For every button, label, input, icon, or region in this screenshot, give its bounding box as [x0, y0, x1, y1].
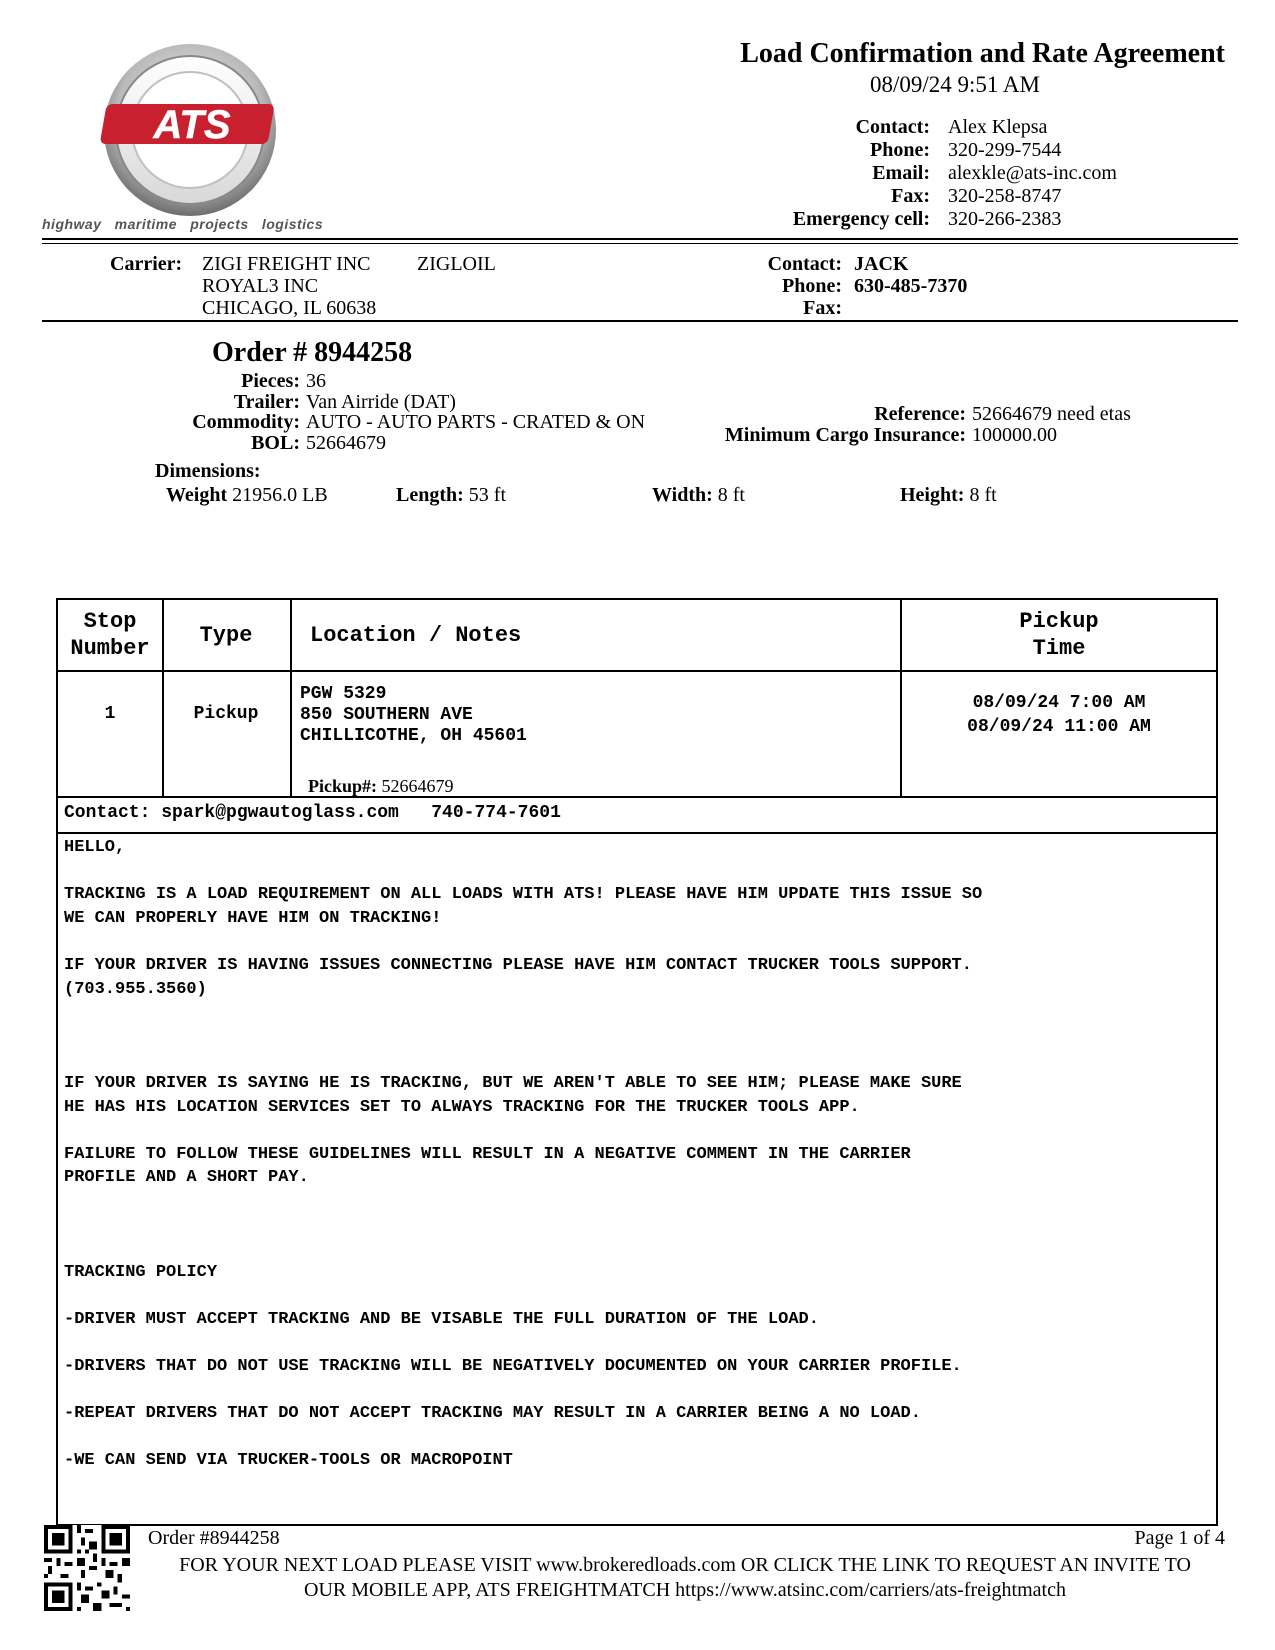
email-label: Email: — [872, 162, 930, 184]
carrier-contact-value: JACK — [854, 253, 909, 275]
location-city: CHILLICOTHE, OH 45601 — [300, 726, 527, 746]
broker-contact-block — [740, 116, 1117, 231]
broker-contact-row — [740, 116, 1117, 139]
contact-value: Alex Klepsa — [948, 116, 1048, 138]
dimensions-label: Dimensions: — [155, 460, 261, 482]
pieces-value: 36 — [306, 370, 326, 392]
insurance-label: Minimum Cargo Insurance: — [724, 423, 966, 446]
fax-label: Fax: — [891, 185, 930, 207]
bol-value: 52664679 — [306, 431, 386, 454]
header-stop-line1: Stop — [83, 609, 137, 634]
carrier-phone-label: Phone: — [782, 275, 842, 297]
carrier-code: ZIGLOIL — [417, 253, 496, 275]
broker-email-row — [740, 162, 1117, 185]
phone-label: Phone: — [870, 139, 930, 161]
height-field — [900, 484, 997, 507]
logo-text: ATS — [153, 103, 231, 147]
order-fields-left — [140, 371, 645, 453]
width-field — [652, 484, 745, 507]
document-datetime: 08/09/24 9:51 AM — [870, 72, 1040, 97]
trailer-value: Van Airride (DAT) — [306, 390, 456, 413]
weight-label: Weight — [166, 484, 228, 506]
location-street: 850 SOUTHERN AVE — [300, 705, 473, 725]
weight-field — [166, 484, 328, 507]
bol-label: BOL: — [251, 431, 300, 454]
carrier-fax-label: Fax: — [803, 297, 842, 319]
contact-label: Contact: — [855, 116, 930, 138]
header-time-line1: Pickup — [1019, 609, 1099, 634]
stops-table — [56, 598, 1218, 1526]
width-value: 8 ft — [717, 484, 745, 506]
header-divider — [42, 238, 1238, 244]
table-divider — [58, 670, 1216, 672]
pieces-label: Pieces: — [241, 370, 300, 392]
carrier-divider — [42, 320, 1238, 322]
length-field — [396, 484, 506, 507]
broker-emergency-row — [740, 208, 1117, 231]
footer-note-line1: FOR YOUR NEXT LOAD PLEASE VISIT www.brokeredloads.com OR CLICK THE LINK TO REQUEST AN INVITE TO — [179, 1554, 1191, 1576]
header-location: Location / Notes — [310, 623, 522, 648]
length-value: 53 ft — [468, 484, 507, 506]
table-divider — [290, 600, 292, 798]
carrier-label: Carrier: — [110, 253, 183, 275]
broker-fax-row — [740, 185, 1117, 208]
pickup-number-label: Pickup#: — [308, 776, 378, 796]
stop-type: Pickup — [193, 704, 259, 724]
stop-location — [300, 684, 527, 747]
header-type: Type — [199, 623, 253, 648]
carrier-address-line3: CHICAGO, IL 60638 — [202, 297, 377, 319]
footer-page-number: Page 1 of 4 — [1134, 1527, 1225, 1549]
ats-logo — [100, 40, 280, 220]
emergency-label: Emergency cell: — [792, 208, 930, 230]
insurance-value: 100000.00 — [972, 423, 1057, 446]
carrier-address-line2: ROYAL3 INC — [202, 275, 319, 297]
header-stop-line2: Number — [70, 636, 150, 661]
header-pickup-time — [900, 608, 1218, 662]
stop-notes: HELLO, TRACKING IS A LOAD REQUIREMENT ON ALL LOADS WITH ATS! PLEASE HAVE HIM UPDATE THIS ISSUE SO WE CAN PROPERLY HAVE HIM ON TRACKING! IF YOUR DRIVER IS HAVING ISSUES CONNECTING PLEASE HAVE HIM CONTACT TRUCKER TOOLS SUPPORT. (703.955.3560) IF YOUR DRIVER IS SAYING HE IS TRACKING, BUT WE AREN'T ABLE TO SEE HIM; PLEASE MAKE SURE HE HAS HIS LOCATION SERVICES SET TO ALWAYS TRACKING FOR THE TRUCKER TOOLS APP. FAILURE TO FOLLOW THESE GUIDELINES WILL RESULT IN A NEGATIVE COMMENT IN THE CARRIER PROFILE AND A SHORT PAY. TRACKING POLICY -DRIVER MUST ACCEPT TRACKING AND BE VISABLE THE FULL DURATION OF THE LOAD. -DRIVERS THAT DO NOT USE TRACKING WILL BE NEGATIVELY DOCUMENTED ON YOUR CARRIER PROFILE. -REPEAT DRIVERS THAT DO NOT ACCEPT TRACKING MAY RESULT IN A CARRIER BEING A NO LOAD. -WE CAN SEND VIA TRUCKER-TOOLS OR MACROPOINT — [64, 838, 983, 1471]
stop-number: 1 — [104, 704, 116, 724]
carrier-phone-value: 630-485-7370 — [854, 275, 968, 297]
carrier-name: ZIGI FREIGHT INC — [202, 253, 371, 275]
table-divider — [58, 796, 1216, 798]
carrier-contact-label: Contact: — [767, 253, 842, 275]
length-label: Length: — [396, 484, 464, 506]
table-divider — [58, 832, 1216, 834]
footer-order-number: Order #8944258 — [148, 1527, 280, 1549]
carrier-block — [110, 253, 496, 319]
carrier-contact-block — [720, 253, 967, 319]
trailer-label: Trailer: — [233, 390, 300, 413]
order-title: Order # 8944258 — [212, 337, 413, 368]
stop-contact: Contact: spark@pgwautoglass.com 740-774-7601 — [64, 803, 561, 823]
footer-note — [140, 1553, 1230, 1603]
broker-phone-row — [740, 139, 1117, 162]
weight-value: 21956.0 LB — [232, 484, 328, 506]
fax-value: 320-258-8747 — [948, 185, 1062, 207]
width-label: Width: — [652, 484, 713, 506]
document-title: Load Confirmation and Rate Agreement — [740, 38, 1225, 69]
phone-value: 320-299-7544 — [948, 139, 1062, 161]
footer-note-line2: OUR MOBILE APP, ATS FREIGHTMATCH https://www.atsinc.com/carriers/ats-freightmatch — [304, 1579, 1066, 1601]
order-fields-right — [700, 404, 1131, 445]
emergency-value: 320-266-2383 — [948, 208, 1062, 230]
height-label: Height: — [900, 484, 965, 506]
commodity-value: AUTO - AUTO PARTS - CRATED & ON — [306, 411, 646, 433]
height-value: 8 ft — [969, 484, 997, 506]
pickup-time — [900, 691, 1218, 739]
pickup-time-end: 08/09/24 11:00 AM — [967, 717, 1151, 737]
logo-tagline: highway maritime projects logistics — [42, 216, 324, 232]
email-value: alexkle@ats-inc.com — [948, 162, 1117, 184]
header-stop-number — [58, 608, 162, 662]
reference-label: Reference: — [874, 403, 966, 425]
pickup-number — [308, 776, 454, 797]
qr-code — [44, 1525, 130, 1611]
location-name: PGW 5329 — [300, 684, 387, 704]
pickup-number-value: 52664679 — [381, 776, 454, 796]
pickup-time-start: 08/09/24 7:00 AM — [972, 693, 1146, 713]
header-time-line2: Time — [1032, 636, 1086, 661]
commodity-label: Commodity: — [192, 411, 300, 433]
reference-value: 52664679 need etas — [972, 403, 1131, 425]
